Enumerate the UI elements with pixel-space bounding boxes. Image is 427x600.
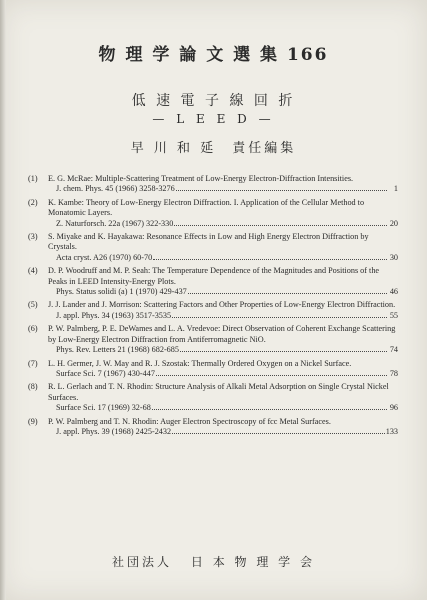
leader-dots bbox=[172, 433, 385, 434]
leader-dots bbox=[174, 225, 387, 226]
toc-entry bbox=[28, 324, 398, 355]
entry-citation: J. appl. Phys. 39 (1968) 2425-2432 bbox=[56, 426, 172, 436]
entry-citation-line bbox=[56, 311, 398, 321]
entry-citation: J. appl. Phys. 34 (1963) 3517-3535 bbox=[56, 310, 172, 320]
entry-text: R. L. Gerlach and T. N. Rhodin: Structure Analysis of Alkali Metal Adsorption on Single Crystal Nickel Surfaces. bbox=[48, 382, 389, 402]
entry-citation-line bbox=[56, 287, 398, 297]
leader-dots bbox=[188, 293, 387, 294]
entry-citation-line bbox=[56, 427, 398, 437]
editor-line: 早 川 和 延 責任編集 bbox=[130, 141, 297, 156]
entry-text: P. W. Palmberg, P. E. DeWames and L. A. Vredevoe: Direct Observation of Coherent Exchange Scattering by Low-Energy Electron Diffraction from Antiferromagnetic NiO. bbox=[48, 324, 396, 344]
entry-text: L. H. Germer, J. W. May and R. J. Szostak: Thermally Ordered Oxygen on a Nickel Surface. bbox=[48, 358, 352, 368]
entry-citation: Phys. Rev. Letters 21 (1968) 682-685 bbox=[56, 345, 179, 355]
publisher-line bbox=[0, 553, 427, 570]
entry-text: D. P. Woodruff and M. P. Seah: The Temperature Dependence of the Magnitudes and Positions of the Peaks in LEED Intensity-Energy Plots. bbox=[48, 266, 380, 286]
toc-entry bbox=[28, 198, 398, 229]
entry-number: (9) bbox=[28, 416, 38, 426]
entry-page: 20 bbox=[389, 218, 398, 228]
leader-dots bbox=[153, 259, 387, 260]
toc-entry bbox=[28, 174, 398, 195]
entry-number: (7) bbox=[28, 358, 38, 368]
publisher-name: 日 本 物 理 学 会 bbox=[190, 555, 315, 569]
toc-entry bbox=[28, 266, 398, 297]
leader-dots bbox=[156, 375, 387, 376]
entry-citation: Z. Naturforsch. 22a (1967) 322-330 bbox=[56, 218, 174, 228]
leader-dots bbox=[176, 190, 387, 191]
entry-page: 55 bbox=[389, 310, 398, 320]
entry-number: (6) bbox=[28, 324, 38, 334]
entry-citation-line bbox=[56, 369, 398, 379]
entry-text: J. J. Lander and J. Morrison: Scattering Factors and Other Properties of Low-Energy Electron Diffraction. bbox=[48, 300, 396, 310]
entry-page: 46 bbox=[389, 287, 398, 297]
entry-text: P. W. Palmberg and T. N. Rhodin: Auger Electron Spectroscopy of fcc Metal Surfaces. bbox=[48, 416, 331, 426]
entry-page: 1 bbox=[393, 184, 398, 194]
entry-page: 30 bbox=[389, 252, 398, 262]
entry-page: 78 bbox=[389, 368, 398, 378]
entry-citation: Acta cryst. A26 (1970) 60-70 bbox=[56, 252, 153, 262]
toc-entry bbox=[28, 417, 398, 438]
entry-page: 133 bbox=[385, 426, 398, 436]
entry-citation: Surface Sci. 17 (1969) 32-68 bbox=[56, 403, 151, 413]
entry-text: E. G. McRae: Multiple-Scattering Treatment of Low-Energy Electron-Diffraction Intensities. bbox=[48, 174, 354, 183]
leader-dots bbox=[172, 317, 387, 318]
toc-entry bbox=[28, 382, 398, 413]
entry-number: (1) bbox=[28, 174, 38, 183]
entry-number: (2) bbox=[28, 197, 38, 207]
entry-text: S. Miyake and K. Hayakawa: Resonance Effects in Low and High Energy Electron Diffraction by Crystals. bbox=[48, 232, 369, 252]
entry-page: 74 bbox=[389, 345, 398, 355]
volume-title: 低 速 電 子 線 回 折 bbox=[131, 93, 296, 109]
toc-entry bbox=[28, 232, 398, 263]
entry-citation-line bbox=[56, 219, 398, 229]
entry-citation-line bbox=[56, 345, 398, 355]
leader-dots bbox=[152, 409, 387, 410]
volume-subtitle: — L E E D — bbox=[152, 112, 275, 126]
entry-number: (3) bbox=[28, 232, 38, 242]
publisher-org-type: 社団法人 bbox=[112, 555, 173, 569]
entry-number: (5) bbox=[28, 300, 38, 310]
entry-citation: J. chem. Phys. 45 (1966) 3258-3276 bbox=[56, 184, 175, 194]
entry-number: (4) bbox=[28, 266, 38, 276]
entry-number: (8) bbox=[28, 382, 38, 392]
entry-citation-line bbox=[56, 403, 398, 413]
leader-dots bbox=[180, 351, 387, 352]
toc-entry bbox=[28, 359, 398, 380]
series-title: 物 理 学 論 文 選 集 166 bbox=[98, 45, 329, 65]
table-of-contents bbox=[28, 174, 398, 440]
entry-text: K. Kambe: Theory of Low-Energy Electron Diffraction. I. Application of the Cellular Method to Monatomic Layers. bbox=[48, 197, 365, 218]
toc-entry bbox=[28, 300, 398, 321]
entry-citation: Phys. Status solidi (a) 1 (1970) 429-437 bbox=[56, 287, 187, 297]
entry-citation-line bbox=[56, 253, 398, 263]
entry-page: 96 bbox=[389, 403, 398, 413]
entry-citation-line bbox=[56, 184, 398, 194]
entry-citation: Surface Sci. 7 (1967) 430-447 bbox=[56, 368, 155, 378]
